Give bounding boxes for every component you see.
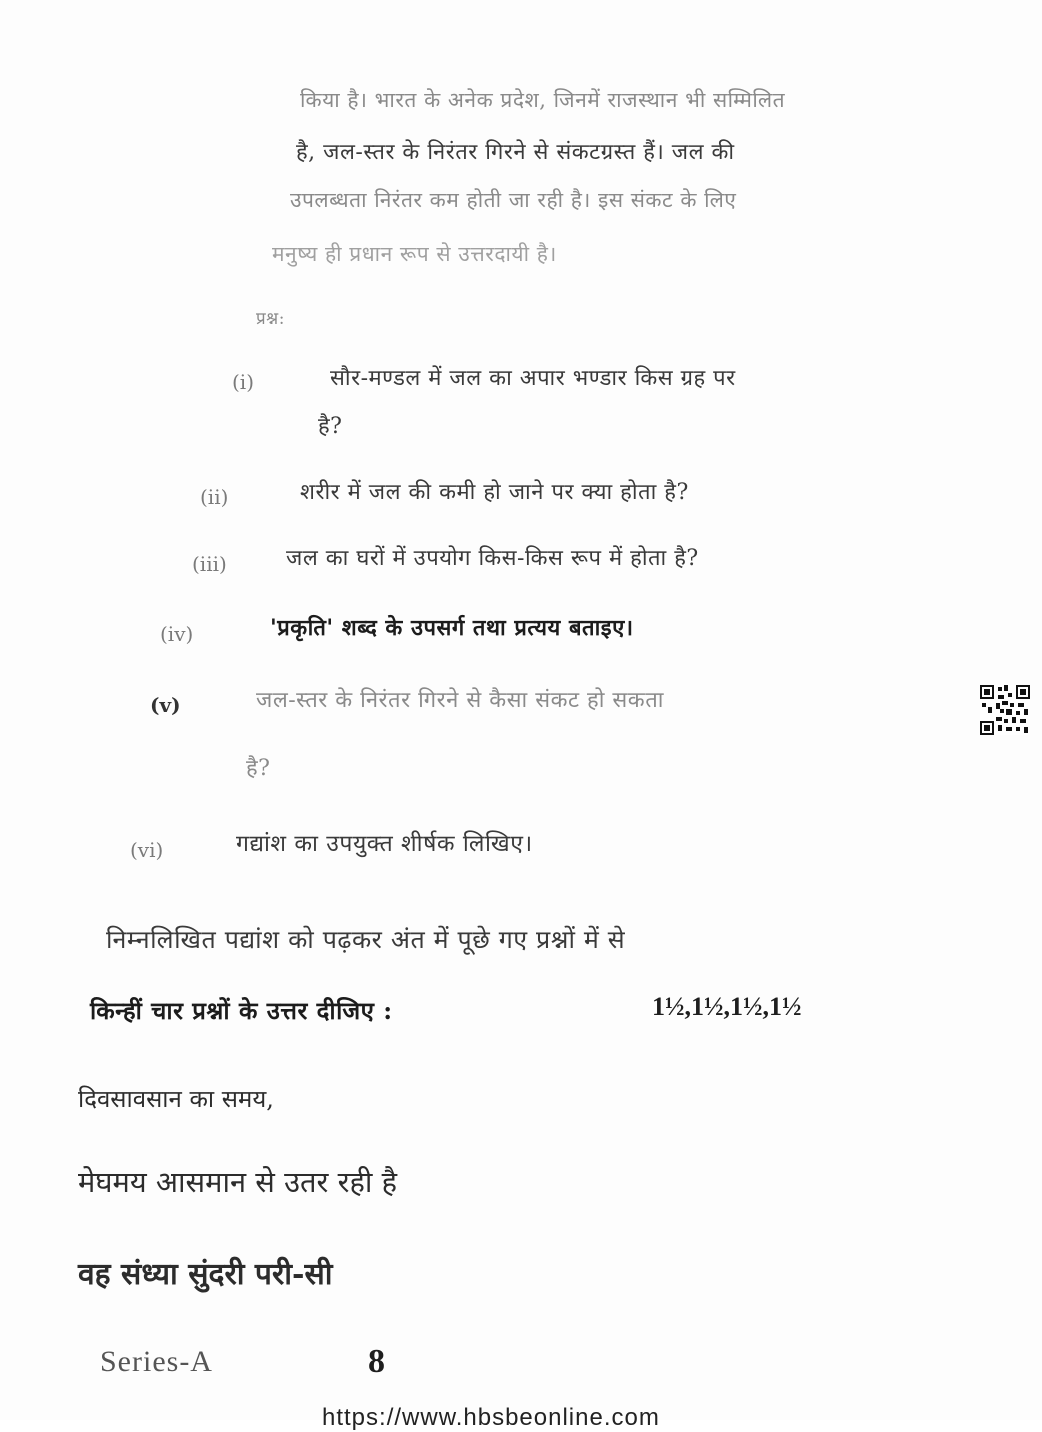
poem-line-3: वह संध्या सुंदरी परी-सी	[78, 1257, 333, 1292]
passage-line-2: है, जल-स्तर के निरंतर गिरने से संकटग्रस्त हैं। जल की	[296, 140, 735, 165]
question-number-2: (ii)	[200, 485, 229, 509]
question-number-6: (vi)	[130, 838, 164, 862]
series-label: Series-A	[100, 1345, 213, 1378]
question-number-4: (iv)	[160, 622, 194, 646]
poem-line-1: दिवसावसान का समय,	[78, 1085, 274, 1113]
question-5-line-2: है?	[246, 756, 271, 781]
source-url[interactable]: https://www.hbsbeonline.com	[322, 1404, 660, 1431]
passage-line-1: किया है। भारत के अनेक प्रदेश, जिनमें राजस्थान भी सम्मिलित	[300, 88, 786, 112]
question-number-1: (i)	[232, 370, 255, 394]
passage-line-4: मनुष्य ही प्रधान रूप से उत्तरदायी है।	[272, 242, 557, 266]
instruction-line-1: निम्नलिखित पद्यांश को पढ़कर अंत में पूछे गए प्रश्नों में से	[106, 925, 626, 954]
question-1-line-2: है?	[318, 414, 343, 439]
passage-line-3: उपलब्धता निरंतर कम होती जा रही है। इस संकट के लिए	[290, 188, 737, 212]
question-number-3: (iii)	[192, 552, 227, 576]
page-number: 8	[368, 1343, 385, 1380]
question-2-line-1: शरीर में जल की कमी हो जाने पर क्या होता है?	[300, 480, 689, 505]
poem-line-2: मेघमय आसमान से उतर रही है	[78, 1165, 397, 1199]
question-1-line-1: सौर-मण्डल में जल का अपार भण्डार किस ग्रह पर	[330, 366, 736, 391]
question-3-line-1: जल का घरों में उपयोग किस-किस रूप में होता है?	[286, 546, 699, 571]
marks-allocation: 1½,1½,1½,1½	[652, 992, 802, 1021]
question-4-line-1: 'प्रकृति' शब्द के उपसर्ग तथा प्रत्यय बताइए।	[270, 615, 634, 641]
qr-code-icon	[980, 685, 1030, 735]
instruction-line-2: किन्हीं चार प्रश्नों के उत्तर दीजिए :	[90, 996, 393, 1025]
question-number-5: (v)	[150, 693, 181, 717]
question-5-line-1: जल-स्तर के निरंतर गिरने से कैसा संकट हो सकता	[256, 688, 664, 713]
question-6-line-1: गद्यांश का उपयुक्त शीर्षक लिखिए।	[236, 831, 533, 857]
questions-label: प्रश्न:	[256, 309, 285, 329]
